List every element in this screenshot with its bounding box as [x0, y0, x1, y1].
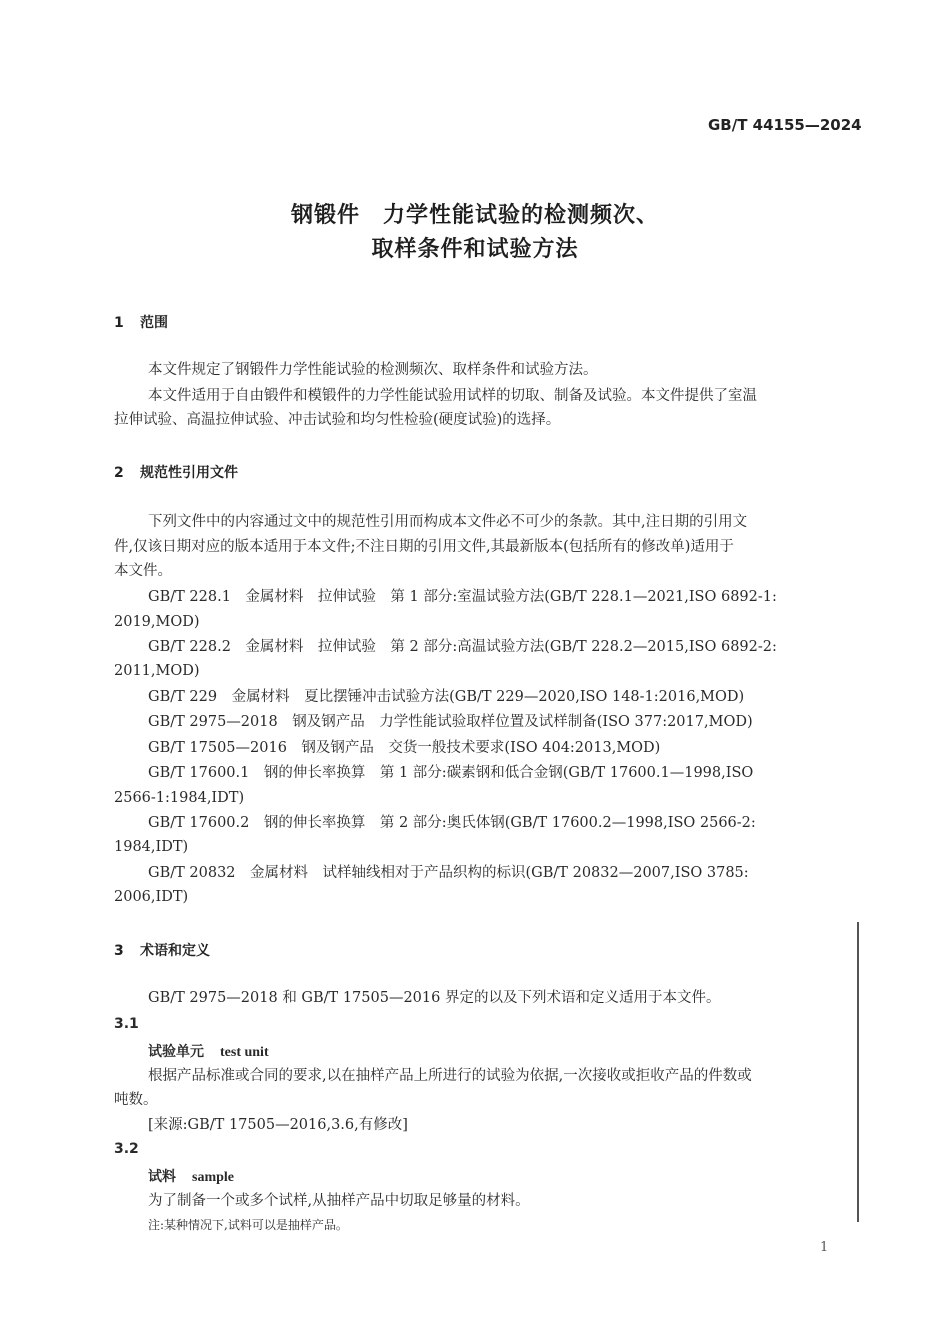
references-intro-line-1: 下列文件中的内容通过文中的规范性引用而构成本文件必不可少的条款。其中,注日期的引用文	[148, 514, 748, 530]
section-number: 2	[114, 465, 124, 481]
section-3-heading	[114, 940, 210, 960]
reference-item: GB/T 229 金属材料 夏比摆锤冲击试验方法(GB/T 229—2020,ISO 148-1:2016,MOD)	[148, 689, 745, 705]
section-title: 规范性引用文件	[140, 465, 238, 481]
term-note: 注:某种情况下,试料可以是抽样产品。	[148, 1218, 348, 1232]
reference-item: GB/T 228.1 金属材料 拉伸试验 第 1 部分:室温试验方法(GB/T 228.1—2021,ISO 6892-1:	[148, 589, 777, 605]
document-title-line-2: 取样条件和试验方法	[371, 237, 579, 262]
reference-item-continued: 2019,MOD)	[114, 614, 200, 630]
term-heading	[148, 1166, 234, 1186]
term-definition-line-1: 根据产品标准或合同的要求,以在抽样产品上所进行的试验为依据,一次接收或拒收产品的件数或	[148, 1068, 752, 1084]
reference-item: GB/T 228.2 金属材料 拉伸试验 第 2 部分:高温试验方法(GB/T 228.2—2015,ISO 6892-2:	[148, 639, 777, 655]
scope-paragraph-2-line-1: 本文件适用于自由锻件和模锻件的力学性能试验用试样的切取、制备及试验。本文件提供了室温	[148, 388, 757, 404]
term-heading	[148, 1041, 269, 1061]
terms-intro: GB/T 2975—2018 和 GB/T 17505—2016 界定的以及下列术语和定义适用于本文件。	[148, 990, 721, 1006]
section-2-heading	[114, 462, 238, 482]
reference-item: GB/T 17600.1 钢的伸长率换算 第 1 部分:碳素钢和低合金钢(GB/T 17600.1—1998,ISO	[148, 765, 754, 781]
page-number: 1	[820, 1240, 829, 1255]
reference-item-continued: 2011,MOD)	[114, 663, 200, 679]
term-number: 3.2	[114, 1141, 139, 1157]
references-intro-line-3: 本文件。	[114, 563, 172, 579]
term-chinese: 试料	[148, 1169, 176, 1185]
standard-code: GB/T 44155—2024	[708, 116, 862, 134]
section-1-heading	[114, 312, 168, 332]
reference-item: GB/T 17600.2 钢的伸长率换算 第 2 部分:奥氏体钢(GB/T 17600.2—1998,ISO 2566-2:	[148, 815, 756, 831]
reference-item-continued: 2566-1:1984,IDT)	[114, 790, 245, 806]
reference-item-continued: 2006,IDT)	[114, 889, 189, 905]
section-number: 3	[114, 943, 124, 959]
term-english: sample	[192, 1170, 234, 1185]
reference-item-continued: 1984,IDT)	[114, 839, 189, 855]
scope-paragraph-1: 本文件规定了钢锻件力学性能试验的检测频次、取样条件和试验方法。	[148, 362, 598, 378]
term-source: [来源:GB/T 17505—2016,3.6,有修改]	[148, 1117, 408, 1133]
margin-change-bar	[857, 922, 859, 1222]
term-definition: 为了制备一个或多个试样,从抽样产品中切取足够量的材料。	[148, 1193, 530, 1209]
scope-paragraph-2-line-2: 拉伸试验、高温拉伸试验、冲击试验和均匀性检验(硬度试验)的选择。	[114, 412, 561, 428]
term-definition-line-2: 吨数。	[114, 1092, 158, 1108]
reference-item: GB/T 20832 金属材料 试样轴线相对于产品织构的标识(GB/T 20832—2007,ISO 3785:	[148, 865, 749, 881]
document-title-line-1: 钢锻件 力学性能试验的检测频次、	[290, 203, 659, 228]
section-title: 术语和定义	[140, 943, 210, 959]
section-title: 范围	[140, 315, 168, 331]
term-chinese: 试验单元	[148, 1044, 204, 1060]
references-intro-line-2: 件,仅该日期对应的版本适用于本文件;不注日期的引用文件,其最新版本(包括所有的修改单)适用于	[114, 539, 734, 555]
term-number: 3.1	[114, 1016, 139, 1032]
section-number: 1	[114, 315, 124, 331]
reference-item: GB/T 17505—2016 钢及钢产品 交货一般技术要求(ISO 404:2013,MOD)	[148, 740, 661, 756]
reference-item: GB/T 2975—2018 钢及钢产品 力学性能试验取样位置及试样制备(ISO 377:2017,MOD)	[148, 714, 753, 730]
term-english: test unit	[220, 1045, 269, 1060]
